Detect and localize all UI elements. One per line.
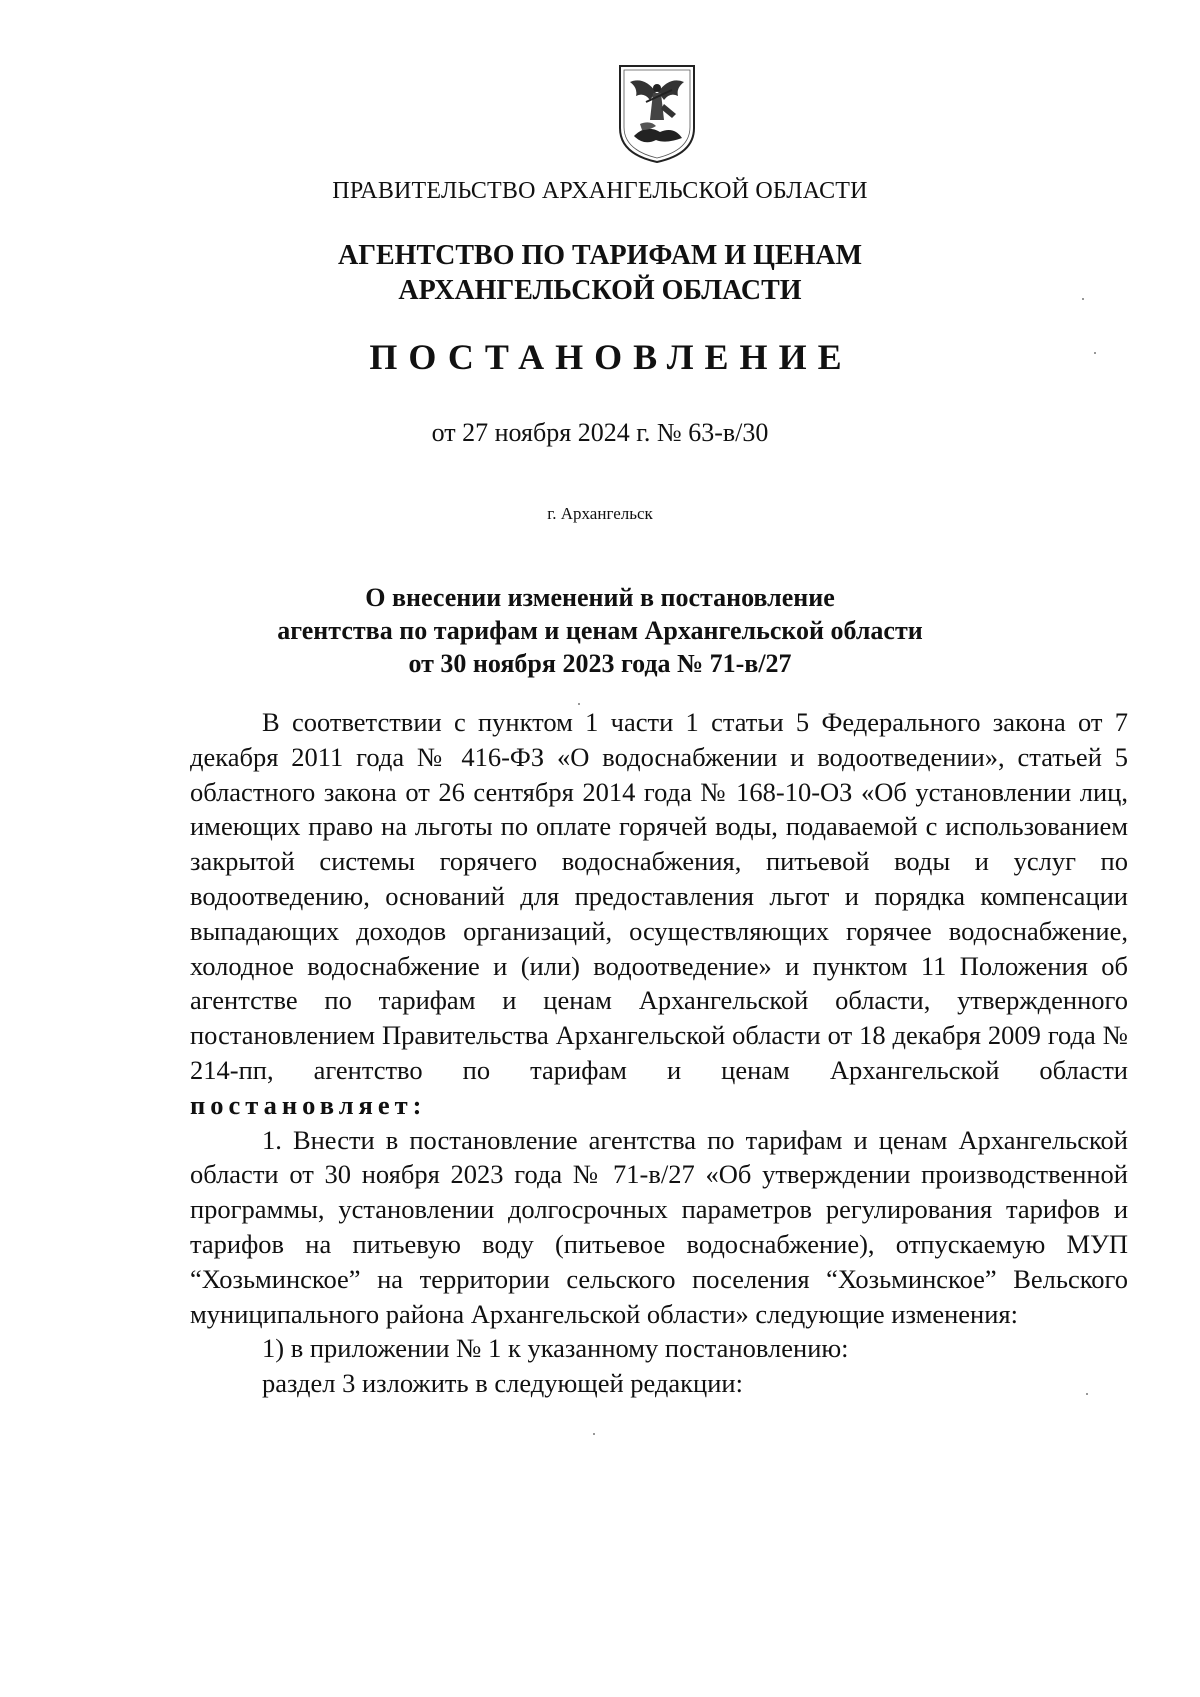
document-date-number: от 27 ноября 2024 г. № 63-в/30 bbox=[431, 418, 769, 447]
resolves-word: постановляет: bbox=[190, 1089, 427, 1120]
preamble-text: В соответствии с пунктом 1 части 1 статьи 5 Федерального закона от 7 декабря 2011 года № 416-ФЗ «О водоснабжении и водоотведении», статьей 5 областного закона от 26 сентября 2014 года № 168-10-ОЗ «Об установлении лиц, имеющих право на льготы по оплате горячей воды, подаваемой с использованием закрытой системы горячего водоснабжения, питьевой воды и услуг по водоотведению, оснований для предоставления льгот и порядка компенсации выпадающих доходов организаций, осуществляющих горячее водоснабжение, холодное водоснабжение и (или) водоотведение» и пунктом 11 Положения об агентстве по тарифам и ценам Архангельской области, утвержденного постановлением Правительства Архангельской области от 18 декабря 2009 года № 214-пп, агентство по тарифам и ценам Архангельской области bbox=[190, 707, 1128, 1085]
scan-speck bbox=[578, 703, 580, 705]
subject-line3: от 30 ноября 2023 года № 71-в/27 bbox=[408, 649, 792, 678]
item-1-paragraph: 1. Внести в постановление агентства по тарифам и ценам Архангельской области от 30 ноября 2023 года № 71-в/27 «Об утверждении производственной программы, установлении долгосрочных параметров регулирования тарифов и тарифов на питьевую воду (питьевое водоснабжение), отпускаемую МУП “Хозьминское” на территории сельского поселения “Хозьминское” Вельского муниципального района Архангельской области» следующие изменения: bbox=[190, 1124, 1128, 1329]
coat-of-arms-emblem bbox=[616, 62, 698, 166]
scan-speck bbox=[1082, 298, 1084, 300]
agency-name-line1: АГЕНТСТВО ПО ТАРИФАМ И ЦЕНАМ bbox=[337, 240, 863, 271]
subject-line1: О внесении изменений в постановление bbox=[365, 583, 835, 612]
scan-speck bbox=[1086, 1393, 1088, 1395]
subitem-1-paragraph: 1) в приложении № 1 к указанному постановлению: bbox=[262, 1333, 849, 1364]
government-name: ПРАВИТЕЛЬСТВО АРХАНГЕЛЬСКОЙ ОБЛАСТИ bbox=[332, 178, 868, 204]
document-type-title: ПОСТАНОВЛЕНИЕ bbox=[369, 337, 853, 377]
subject-line2: агентства по тарифам и ценам Архангельской области bbox=[277, 616, 923, 645]
scan-speck bbox=[593, 1433, 595, 1435]
preamble-paragraph bbox=[190, 705, 1128, 1123]
scan-speck bbox=[1094, 352, 1096, 354]
agency-name-line2: АРХАНГЕЛЬСКОЙ ОБЛАСТИ bbox=[398, 275, 802, 306]
document-city: г. Архангельск bbox=[547, 504, 653, 523]
document-body bbox=[190, 705, 1128, 1401]
section-3-paragraph: раздел 3 изложить в следующей редакции: bbox=[262, 1368, 743, 1399]
